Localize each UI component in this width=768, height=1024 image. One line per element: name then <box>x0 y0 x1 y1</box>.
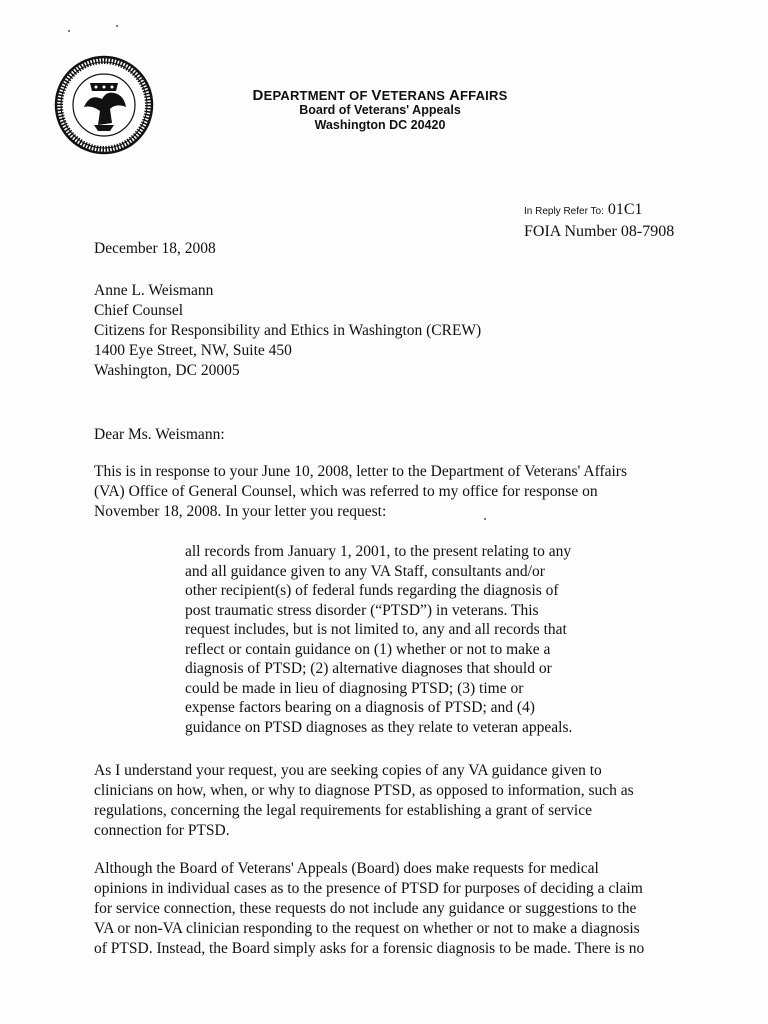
block-quote <box>185 542 625 737</box>
dept-text-3: FFAIRS <box>460 88 508 103</box>
paragraph-line: for service connection, these requests do not include any guidance or suggestions to the <box>94 900 637 917</box>
paragraph-line: As I understand your request, you are seeking copies of any VA guidance given to <box>94 762 602 779</box>
paragraph-line: clinicians on how, when, or why to diagnose PTSD, as opposed to information, such as <box>94 782 634 799</box>
foia-number: FOIA Number 08-7908 <box>524 223 675 240</box>
quote-line: request includes, but is not limited to, any and all records that <box>185 621 567 638</box>
paragraph-2 <box>94 761 694 841</box>
quote-line: other recipient(s) of federal funds regarding the diagnosis of <box>185 582 559 599</box>
reply-code: 01C1 <box>607 201 643 218</box>
reply-reference <box>524 200 674 242</box>
recipient-line: Chief Counsel <box>94 302 184 319</box>
dept-text-2: ETERANS <box>381 88 449 103</box>
paragraph-line: Although the Board of Veterans' Appeals (Board) does make requests for medical <box>94 860 599 877</box>
recipient-line: Citizens for Responsibility and Ethics in Washington (CREW) <box>94 322 482 339</box>
letter-date: December 18, 2008 <box>94 240 216 257</box>
paragraph-line: VA or non-VA clinician responding to the request on whether or not to make a diagnosis <box>94 920 640 937</box>
paragraph-line: This is in response to your June 10, 2008, letter to the Department of Veterans' Affairs <box>94 463 627 480</box>
board-address: Washington DC 20420 <box>314 118 446 132</box>
paragraph-line: connection for PTSD. <box>94 822 230 839</box>
reply-label: In Reply Refer To: <box>524 206 604 217</box>
paragraph-line: regulations, concerning the legal requirements for establishing a grant of service <box>94 802 592 819</box>
board-name: Board of Veterans' Appeals <box>299 103 461 117</box>
paragraph-line: of PTSD. Instead, the Board simply asks for a forensic diagnosis to be made. There is no <box>94 940 645 957</box>
salutation: Dear Ms. Weismann: <box>94 426 225 443</box>
quote-line: diagnosis of PTSD; (2) alternative diagnoses that should or <box>185 660 552 677</box>
dept-initial-v: V <box>371 87 382 104</box>
paragraph-line: (VA) Office of General Counsel, which was referred to my office for response on <box>94 483 598 500</box>
paragraph-line: November 18, 2008. In your letter you request: <box>94 503 387 520</box>
quote-line: could be made in lieu of diagnosing PTSD; (3) time or <box>185 679 524 697</box>
scan-speck <box>116 25 118 27</box>
va-seal-logo <box>54 55 154 155</box>
recipient-line: 1400 Eye Street, NW, Suite 450 <box>94 342 292 359</box>
recipient-address <box>94 281 481 381</box>
paragraph-1 <box>94 462 694 522</box>
department-name <box>200 88 560 103</box>
recipient-line: Anne L. Weismann <box>94 282 214 299</box>
quote-line: reflect or contain guidance on (1) whether or not to make a <box>185 640 551 658</box>
recipient-line: Washington, DC 20005 <box>94 362 240 379</box>
scan-speck <box>484 518 486 520</box>
dept-text-1: EPARTMENT OF <box>263 88 372 103</box>
dept-initial-a: A <box>448 87 461 104</box>
paragraph-line: opinions in individual cases as to the presence of PTSD for purposes of deciding a claim <box>94 880 643 897</box>
quote-line: all records from January 1, 2001, to the present relating to any <box>185 543 572 560</box>
letterhead <box>200 88 560 133</box>
quote-line: guidance on PTSD diagnoses as they relate to veteran appeals. <box>185 718 573 736</box>
paragraph-3 <box>94 859 694 959</box>
dept-initial-d: D <box>252 87 264 104</box>
quote-line: expense factors bearing on a diagnosis of PTSD; and (4) <box>185 699 535 716</box>
quote-line: and all guidance given to any VA Staff, consultants and/or <box>185 562 545 580</box>
scan-speck <box>68 30 70 32</box>
quote-line: post traumatic stress disorder (“PTSD”) in veterans. This <box>185 601 539 619</box>
